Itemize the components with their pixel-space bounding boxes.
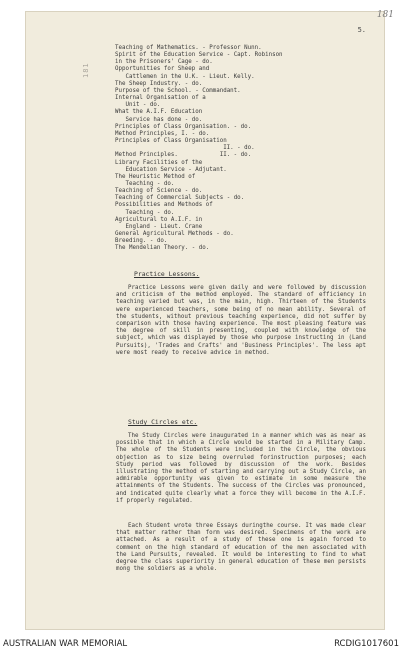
lecture-lecturer: do. <box>191 80 203 87</box>
lecture-subject: Internal Organisation of a <box>115 95 206 102</box>
lecture-subject: Education Service <box>115 166 185 173</box>
lecture-separator: - <box>181 80 192 87</box>
lecture-lecturer: do. <box>191 188 203 195</box>
lecture-separator: - <box>181 188 192 195</box>
lecture-separator: - <box>191 59 203 66</box>
lecture-separator: - <box>188 245 199 252</box>
lecture-separator: - <box>198 45 210 51</box>
study-circles-text-1: The Study Circles were inaugurated in a manner which was as near as possible that in which a Circle would be started in a Military Camp. The whole of the Students were included in the Circle, the obvious objection as to size being overruled forinstruction purposes; each Study period was followed by discussion of the work. Besides illustrating the method of starting and carrying out a Study Circle, an admirable opportunity was given to estimate in some measure the attainments of the Students. The success of the Circles was pronounced, and indicated quite clearly what a force they will become in the A.I.F. if properly regulated. <box>116 433 366 504</box>
lecture-separator: - <box>188 130 199 137</box>
lecture-subject: Service has done <box>115 116 182 123</box>
practice-lessons-heading: Practice Lessons. <box>134 270 200 278</box>
lecture-row <box>115 188 355 195</box>
lecture-subject: Cattlemen in the U.K. <box>115 73 199 80</box>
lecture-row <box>115 88 355 95</box>
lecture-separator: - <box>198 73 210 80</box>
lecture-row <box>115 245 355 252</box>
lecture-subject: Possibilities and Methods of <box>115 202 213 209</box>
lecture-lecturer: do. <box>202 59 213 66</box>
lecture-subject: Unit <box>115 102 140 109</box>
lecture-lecturer: Lieut. Kelly. <box>209 73 255 80</box>
lecture-separator: - <box>149 223 161 230</box>
lecture-subject: Teaching <box>115 209 154 216</box>
lecture-lecturer: do. <box>240 123 252 130</box>
lecture-separator: - <box>233 145 245 152</box>
lecture-row <box>115 59 355 66</box>
lecture-subject: Breeding. <box>115 238 147 245</box>
practice-lessons-text: Practice Lessons were given daily and were followed by discussion and criticism of the method employed. The standard of efficiency in teaching varied but was, in the main, high. Thirteen of the Students were experienced teachers, some being of no mean ability. Several of the students, without previous teaching experience, did not suffer by comparison with those having experience. The most pleasing feature was the degree of skill in presenting, coupled with knowledge of the subject, which was displayed by those who purpose instructing in (Land Pursuits), 'Trades and Crafts' and 'Business Principles'. The less apt were most ready to receive advice in method. <box>116 285 366 356</box>
lecture-subject: Principles of Class Organisation <box>115 138 227 145</box>
lecture-row <box>115 238 355 245</box>
lecture-row <box>115 52 355 59</box>
lecture-subject: Spirit of the Education Service <box>115 52 224 59</box>
lecture-row <box>115 217 355 224</box>
lecture-separator: - <box>223 195 234 202</box>
lecture-list <box>115 45 355 253</box>
lecture-row <box>115 124 355 131</box>
lecture-row <box>115 202 355 209</box>
lecture-row <box>115 174 355 181</box>
lecture-separator: - <box>184 166 196 173</box>
lecture-row <box>115 167 355 174</box>
lecture-row <box>115 109 355 116</box>
lecture-subject: What the A.I.F. Education <box>115 109 203 116</box>
lecture-row <box>115 74 355 81</box>
lecture-row <box>115 45 355 52</box>
lecture-lecturer: do. <box>149 102 161 109</box>
lecture-separator: - <box>230 123 241 130</box>
study-circles-heading: Study Circles etc. <box>128 418 198 426</box>
folio-number: 181 <box>376 10 394 20</box>
lecture-row <box>115 138 355 145</box>
lecture-lecturer: Capt. Robinson <box>233 52 283 59</box>
lecture-lecturer: do. <box>163 180 175 187</box>
lecture-row <box>115 224 355 231</box>
lecture-lecturer: do. <box>198 130 210 137</box>
lecture-subject: The Mendelian Theory. <box>115 245 189 252</box>
archive-name: AUSTRALIAN WAR MEMORIAL <box>3 639 128 649</box>
lecture-subject: Teaching of Mathematics. <box>115 45 199 51</box>
lecture-separator: - <box>181 116 192 123</box>
study-circles-text-2: Each Student wrote three Essays duringthe course. It was made clear that matter rather than form was desired. Specimens of the work are attached. As a result of a study of these one is again forced to comment on the high standard of education of the men associated with the Land Pursuits, revealed. It would be interesting to find to what degree the class superiority in general education of these men persists mong the soldiers as a whole. <box>116 523 366 573</box>
lecture-subject: General Agricultural Methods <box>115 231 213 238</box>
lecture-lecturer: Lieut. Crane <box>160 223 203 230</box>
lecture-lecturer: do. <box>223 231 234 238</box>
lecture-row <box>115 117 355 124</box>
lecture-subject: Library Facilities of the <box>115 159 203 166</box>
archive-reference: RCDIG1017601 <box>334 639 399 649</box>
lecture-subject: Purpose of the School. <box>115 87 192 94</box>
lecture-separator: - <box>146 238 157 245</box>
study-circles-paragraph-1 <box>116 433 366 505</box>
lecture-lecturer: do. <box>156 238 168 245</box>
lecture-subject: Teaching of Science <box>115 188 182 195</box>
lecture-row <box>115 181 355 188</box>
lecture-subject: Method Principles. II. <box>115 152 231 159</box>
lecture-lecturer: Adjutant. <box>195 166 227 173</box>
lecture-separator: - <box>153 209 164 216</box>
lecture-subject: The Heuristic Method of <box>115 173 196 180</box>
lecture-row <box>115 131 355 138</box>
lecture-row <box>115 231 355 238</box>
lecture-separator: - <box>139 102 150 109</box>
practice-lessons-paragraph <box>116 285 366 357</box>
lecture-row <box>115 81 355 88</box>
study-circles-paragraph-2 <box>116 523 366 573</box>
lecture-lecturer: Commandant. <box>202 87 241 94</box>
lecture-lecturer: do. <box>163 209 175 216</box>
lecture-row <box>115 102 355 109</box>
lecture-row <box>115 195 355 202</box>
lecture-subject: The Sheep Industry. <box>115 80 182 87</box>
lecture-lecturer: do. <box>198 245 210 252</box>
lecture-lecturer: Professor Nunn. <box>209 45 262 51</box>
lecture-subject: Teaching <box>115 180 154 187</box>
lecture-subject: Agricultural to A.I.F. in <box>115 216 203 223</box>
lecture-row <box>115 66 355 73</box>
lecture-subject: Opportunities for Sheep and <box>115 66 210 73</box>
lecture-separator: - <box>212 231 224 238</box>
lecture-subject: Principles of Class Organisation. <box>115 123 231 130</box>
lecture-separator: - <box>153 180 164 187</box>
archive-footer <box>0 636 402 654</box>
margin-stamp: 181 <box>82 62 90 78</box>
lecture-row <box>115 95 355 102</box>
lecture-row <box>115 210 355 217</box>
lecture-subject: II. <box>115 145 234 152</box>
page-number: 5. <box>357 26 366 34</box>
lecture-row <box>115 160 355 167</box>
lecture-subject: England <box>115 223 150 230</box>
lecture-separator: - <box>191 87 203 94</box>
lecture-subject: in the Prisoners' Cage <box>115 59 192 66</box>
lecture-lecturer: do. <box>244 145 255 152</box>
lecture-row <box>115 152 355 159</box>
lecture-separator: - <box>223 52 234 59</box>
lecture-subject: Method Principles, I. <box>115 130 189 137</box>
lecture-separator: - <box>230 152 241 159</box>
lecture-subject: Teaching of Commercial Subjects <box>115 195 224 202</box>
lecture-lecturer: do. <box>240 152 252 159</box>
lecture-lecturer: do. <box>233 195 245 202</box>
lecture-lecturer: do. <box>191 116 203 123</box>
lecture-row <box>115 145 355 152</box>
